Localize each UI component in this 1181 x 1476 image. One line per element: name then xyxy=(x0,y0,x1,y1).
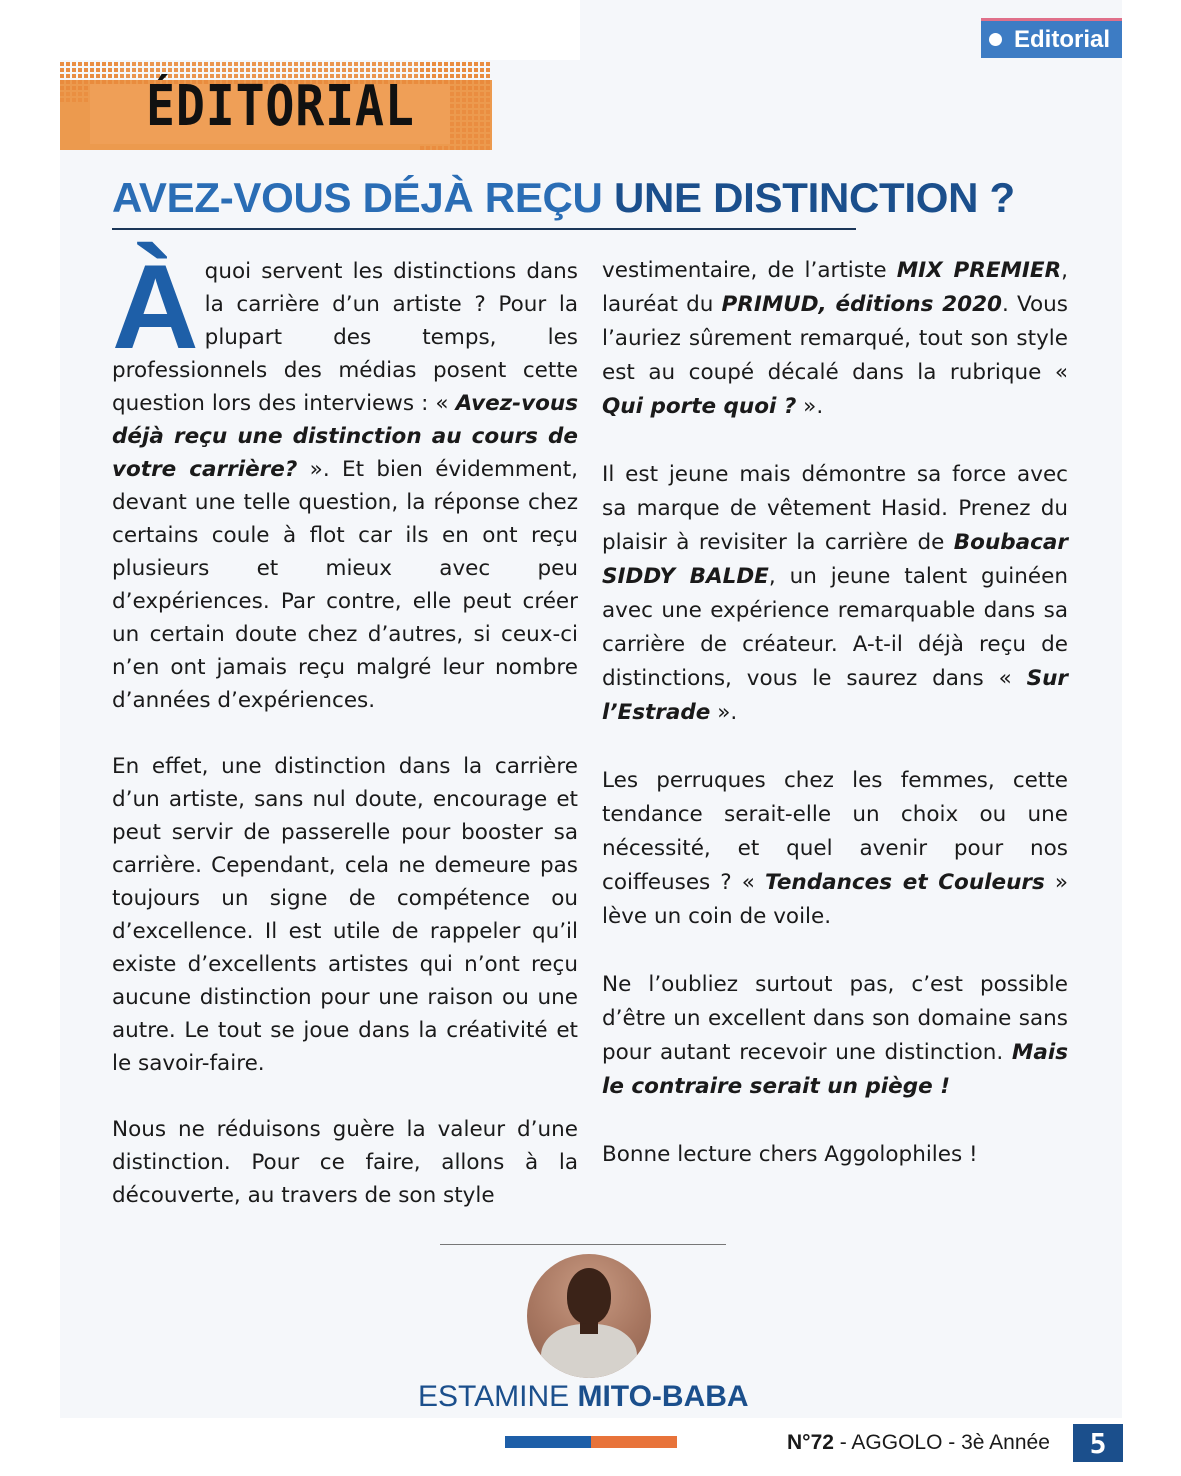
text: , lauréat du xyxy=(602,258,1068,317)
emphasis: MIX PREMIER xyxy=(896,258,1062,283)
author-first-name: ESTAMINE xyxy=(418,1380,578,1413)
issue-text: - AGGOLO - 3è Année xyxy=(833,1431,1050,1454)
paragraph xyxy=(112,240,578,717)
text: ». xyxy=(710,700,738,725)
paragraph xyxy=(602,458,1068,730)
right-column xyxy=(602,254,1068,1206)
text: Il est jeune mais démontre sa force avec sa marque de vêtement Hasid. Prenez du plaisir à revisiter la carrière de xyxy=(602,462,1068,555)
text: Ne l’oubliez surtout pas, c’est possible d’être un excellent dans son domaine sans pour autant recevoir une distinction. xyxy=(602,972,1068,1065)
emphasis: Tendances et Couleurs xyxy=(764,870,1045,895)
page-number: 5 xyxy=(1073,1424,1123,1462)
accent-bar-blue xyxy=(505,1436,591,1448)
paragraph: Bonne lecture chers Aggolophiles ! xyxy=(602,1142,978,1167)
avatar-head xyxy=(567,1268,611,1324)
accent-bar-orange xyxy=(591,1436,677,1448)
text: ». Et bien évidemment, devant une telle question, la réponse chez certains coule à flot car ils en ont reçu plusieurs et mieux avec peu d’expériences. Par contre, elle peut créer un certain doute chez d’autres, si ceux-ci n’en ont jamais reçu malgré leur nombre d’années d’expériences. xyxy=(112,457,578,713)
author-avatar xyxy=(527,1254,651,1378)
author-last-name: MITO-BABA xyxy=(577,1380,749,1413)
issue-number: N°72 xyxy=(787,1431,834,1454)
emphasis: PRIMUD, éditions 2020 xyxy=(721,292,1002,317)
text: Les perruques chez les femmes, cette tendance serait-elle un choix ou une nécessité, et quel avenir pour nos coiffeuses ? « xyxy=(602,768,1068,895)
text: ». xyxy=(796,394,824,419)
text: , un jeune talent guinéen avec une expérience remarquable dans sa carrière de créateur. A-t-il déjà reçu de distinctions, vous le saurez dans « xyxy=(602,564,1068,691)
bullet-icon xyxy=(989,33,1002,46)
paragraph xyxy=(602,764,1068,934)
emphasis: Mais le contraire serait un piège ! xyxy=(602,1040,1068,1099)
editorial-banner xyxy=(60,62,492,150)
section-tag xyxy=(981,18,1122,58)
text: » lève un coin de voile. xyxy=(602,870,1068,929)
text: vestimentaire, de l’artiste xyxy=(602,258,897,283)
headline-part1: AVEZ-VOUS DÉJÀ REÇU xyxy=(112,174,614,221)
emphasis: Qui porte quoi ? xyxy=(602,394,797,419)
banner-title: ÉDITORIAL xyxy=(146,74,415,139)
paragraph xyxy=(602,254,1068,424)
author-name xyxy=(418,1380,749,1414)
left-column xyxy=(112,240,578,1245)
text: quoi servent les distinctions dans la carrière d’un artiste ? Pour la plupart des temps, les professionnels des médias posent cette question lors des interviews : « xyxy=(112,259,578,416)
headline-rule xyxy=(112,228,856,230)
issue-folio xyxy=(787,1431,1050,1455)
emphasis: Avez-vous déjà reçu une distinction au cours de votre carrière? xyxy=(112,391,578,482)
paragraph: Nous ne réduisons guère la valeur d’une distinction. Pour ce faire, allons à la découverte, au travers de son style xyxy=(112,1117,578,1208)
paragraph: En effet, une distinction dans la carrière d’un artiste, sans nul doute, encourage et peut servir de passerelle pour booster sa carrière. Cependant, cela ne demeure pas toujours un signe de compétence ou d’excellence. Il est utile de rappeler qu’il existe d’excellents artistes qui n’ont reçu aucune distinction pour une raison ou une autre. Le tout se joue dans la créativité et le savoir-faire. xyxy=(112,754,578,1076)
text: . Vous l’auriez sûrement remarqué, tout son style est au coupé décalé dans la rubrique « xyxy=(602,292,1068,385)
headline-part2: UNE DISTINCTION ? xyxy=(613,174,1015,221)
signature-rule xyxy=(440,1244,726,1245)
section-tag-label: Editorial xyxy=(1014,25,1111,53)
emphasis: Sur l’Estrade xyxy=(602,666,1068,725)
paragraph xyxy=(602,968,1068,1104)
headline xyxy=(112,174,1015,222)
emphasis: Boubacar SIDDY BALDE xyxy=(602,530,1068,589)
drop-cap: À xyxy=(112,240,199,374)
